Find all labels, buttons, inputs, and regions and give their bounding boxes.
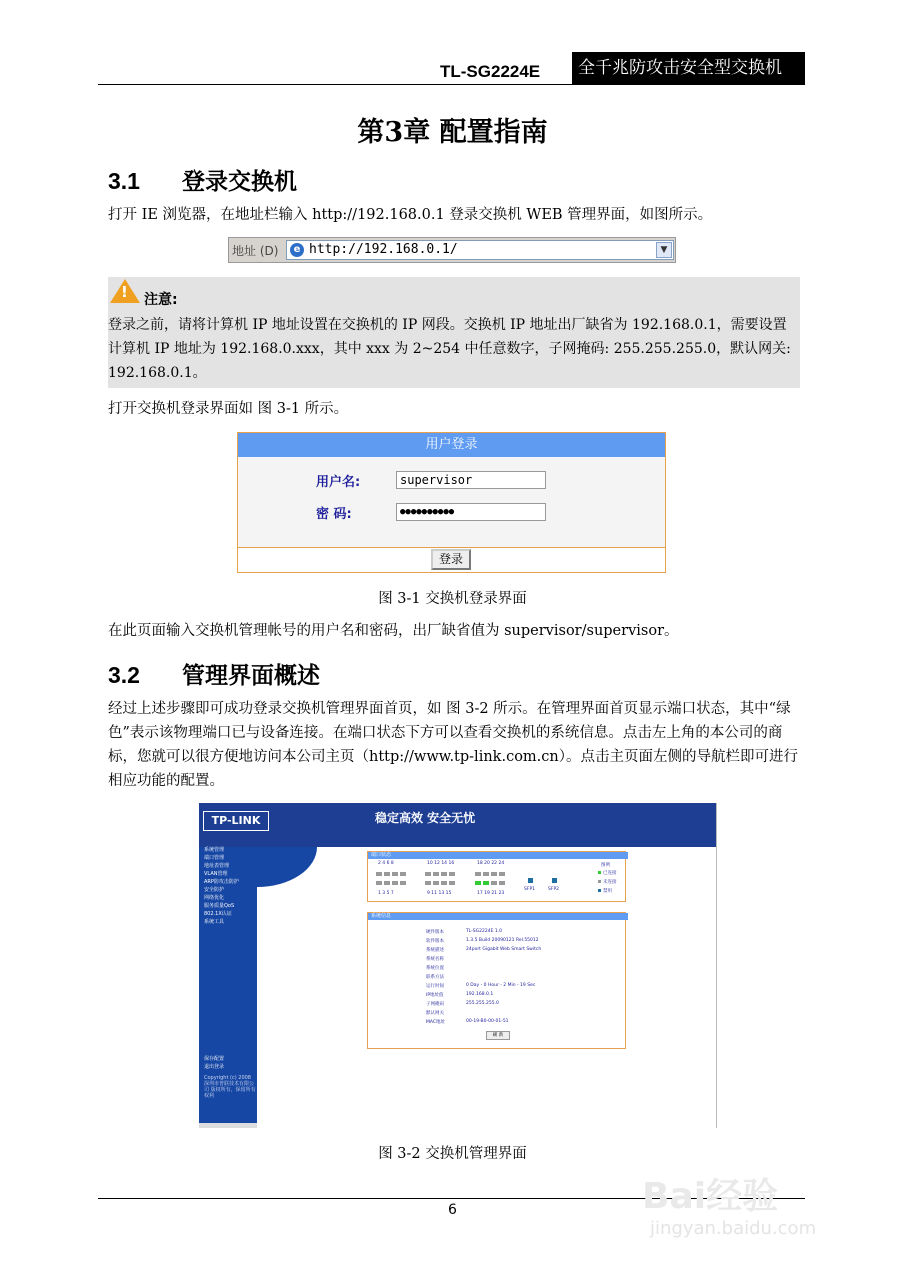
- legend-disabled: 禁用: [603, 889, 612, 894]
- info-key: 硬件版本: [426, 930, 444, 935]
- header-model: TL-SG2224E: [440, 62, 541, 81]
- port-indicator[interactable]: [400, 881, 406, 885]
- port-indicator[interactable]: [441, 881, 447, 885]
- port-indicator[interactable]: [475, 872, 481, 876]
- section-heading-3-1: [108, 163, 297, 196]
- port-indicator[interactable]: [376, 872, 382, 876]
- legend-disconnected: 未连接: [603, 880, 617, 885]
- legend-disconnected-swatch: [598, 880, 601, 883]
- port-indicator[interactable]: [384, 872, 390, 876]
- watermark-logo: Bai经验: [642, 1176, 779, 1217]
- section-title: 登录交换机: [182, 169, 297, 195]
- sidebar-item-address-table[interactable]: 地址表管理: [204, 863, 230, 869]
- paragraph-open-login: 打开交换机登录界面如 图 3-1 所示。: [108, 401, 349, 417]
- login-header: 用户登录: [238, 433, 665, 457]
- port-indicator[interactable]: [433, 881, 439, 885]
- info-key: 系统位置: [426, 966, 444, 971]
- sfp-port-indicator[interactable]: [528, 878, 533, 883]
- sidebar-item-arp[interactable]: ARP防攻击防护: [204, 879, 239, 885]
- logout-link[interactable]: 退出登录: [204, 1064, 225, 1070]
- address-label: 地址 (D): [232, 244, 279, 258]
- sidebar-item-qos[interactable]: 服务质量QoS: [204, 903, 235, 909]
- sidebar-item-ports[interactable]: 端口管理: [204, 855, 225, 861]
- mgmt-banner: [199, 803, 716, 847]
- info-key: 软件版本: [426, 939, 444, 944]
- page-number: 6: [448, 1202, 457, 1218]
- header-divider: [98, 84, 805, 85]
- section-heading-3-2: [108, 657, 320, 690]
- ie-icon: e: [290, 243, 304, 257]
- port-indicator[interactable]: [433, 872, 439, 876]
- figure-3-2-caption: 图 3-2 交换机管理界面: [378, 1146, 527, 1162]
- port-top-numbers: 10 12 14 16: [427, 861, 455, 866]
- paragraph-mgmt-overview: 经过上述步骤即可成功登录交换机管理界面首页，如 图 3-2 所示。在管理界面首页显示端口状态，其中“绿色”表示该物理端口已与设备连接。在端口状态下方可以查看交换机的系统信息。点击左上角的本公司的商标，您就可以很方便地访问本公司主页（http://www.tp-link.com.cn）。点击主页面左侧的导航栏即可进行相应功能的配置。: [108, 701, 798, 789]
- port-bottom-numbers: 1 3 5 7: [378, 891, 394, 896]
- info-key: 联系方法: [426, 975, 444, 980]
- info-key: 系统描述: [426, 948, 444, 953]
- info-key: MAC地址: [426, 1020, 446, 1025]
- sidebar-item-8021x[interactable]: 802.1X认证: [204, 911, 232, 917]
- system-info-panel: [367, 912, 626, 1049]
- port-indicator[interactable]: [441, 872, 447, 876]
- watermark-url: jingyan.baidu.com: [650, 1218, 817, 1239]
- system-info-title: 系统信息: [368, 913, 628, 920]
- paragraph-default-account: 在此页面输入交换机管理帐号的用户名和密码，出厂缺省值为 supervisor/supervisor。: [108, 623, 679, 639]
- login-panel: [237, 432, 666, 573]
- port-indicator[interactable]: [392, 881, 398, 885]
- info-key: 默认网关: [426, 1011, 444, 1016]
- address-bar: [228, 237, 676, 263]
- section-number: 3.2: [108, 662, 140, 688]
- port-top-numbers: 2 4 6 8: [378, 861, 394, 866]
- copyright-text: Copyright (c) 2008 深圳市普联技术有限公司 版权所有，保留所有权利: [204, 1075, 256, 1099]
- sidebar-item-tools[interactable]: 系统工具: [204, 919, 225, 925]
- tp-link-logo[interactable]: TP-LINK: [203, 811, 269, 831]
- port-indicator[interactable]: [392, 872, 398, 876]
- port-indicator[interactable]: [425, 872, 431, 876]
- legend-title: 图例: [601, 863, 610, 868]
- port-indicator[interactable]: [499, 872, 505, 876]
- note-box: [108, 277, 800, 388]
- figure-3-1-caption: 图 3-1 交换机登录界面: [378, 591, 527, 607]
- note-text: 登录之前，请将计算机 IP 地址设置在交换机的 IP 网段。交换机 IP 地址出厂缺省为 192.168.0.1，需要设置计算机 IP 地址为 192.168.0.xxx，其中 xxx 为 2~254 中任意数字，子网掩码: 255.255.255.0，默认网关: 192.168.0.1。: [108, 317, 791, 381]
- info-key: 子网掩码: [426, 1002, 444, 1007]
- port-bottom-numbers: 9 11 13 15: [427, 891, 452, 896]
- port-indicator[interactable]: [491, 881, 497, 885]
- port-indicator-connected[interactable]: [483, 881, 489, 885]
- info-value: 255.255.255.0: [466, 1001, 499, 1006]
- info-value: 1.3.5 Build 20090121 Rel.55012: [466, 938, 539, 943]
- section-number: 3.1: [108, 168, 140, 194]
- sidebar-scrollbar[interactable]: [199, 1123, 257, 1128]
- password-input[interactable]: ●●●●●●●●●●: [396, 503, 546, 521]
- management-screenshot: [199, 803, 717, 1128]
- port-indicator[interactable]: [425, 881, 431, 885]
- refresh-button[interactable]: 刷 新: [486, 1031, 510, 1040]
- info-value: TL-SG2224E 1.0: [466, 929, 503, 934]
- mgmt-sidebar-curve: [257, 847, 317, 887]
- port-indicator[interactable]: [491, 872, 497, 876]
- legend-connected: 已连接: [603, 871, 617, 876]
- paragraph-open-ie: 打开 IE 浏览器，在地址栏输入 http://192.168.0.1 登录交换机 WEB 管理界面，如图所示。: [108, 207, 713, 223]
- info-key: IP地址值: [426, 993, 444, 998]
- address-url: http://192.168.0.1/: [309, 242, 458, 257]
- sidebar-item-vlan[interactable]: VLAN管理: [204, 871, 228, 877]
- sfp1-label: SFP1: [524, 887, 536, 892]
- username-input[interactable]: supervisor: [396, 471, 546, 489]
- port-bottom-numbers: 17 19 21 23: [477, 891, 505, 896]
- warning-icon-mark: !: [121, 283, 128, 301]
- port-indicator[interactable]: [449, 881, 455, 885]
- sfp2-label: SFP2: [548, 887, 560, 892]
- sidebar-item-network[interactable]: 网络优化: [204, 895, 225, 901]
- sidebar-item-security[interactable]: 安全防护: [204, 887, 225, 893]
- port-status-panel: [367, 851, 626, 902]
- legend-connected-swatch: [598, 871, 601, 874]
- port-status-title: 端口状态: [368, 852, 628, 859]
- info-key: 系统名称: [426, 957, 444, 962]
- chevron-down-icon[interactable]: ▼: [656, 242, 672, 258]
- port-indicator[interactable]: [400, 872, 406, 876]
- port-indicator[interactable]: [376, 881, 382, 885]
- port-indicator[interactable]: [483, 872, 489, 876]
- info-value: 192.168.0.1: [466, 992, 494, 997]
- username-label: 用户名:: [316, 475, 361, 490]
- header-product-title: 全千兆防攻击安全型交换机: [572, 52, 805, 85]
- login-button[interactable]: 登录: [431, 549, 471, 570]
- sfp-port-indicator[interactable]: [552, 878, 557, 883]
- save-config-link[interactable]: 保存配置: [204, 1056, 225, 1062]
- mgmt-slogan: 稳定高效 安全无忧: [375, 811, 476, 825]
- section-title: 管理界面概述: [182, 663, 320, 689]
- port-indicator[interactable]: [449, 872, 455, 876]
- login-body: [238, 457, 665, 548]
- port-top-numbers: 18 20 22 24: [477, 861, 505, 866]
- info-value: 24port Gigabit Web Smart Switch: [466, 947, 542, 952]
- info-key: 运行时间: [426, 984, 444, 989]
- info-value: 0 Day - 0 Hour - 2 Min - 19 Sec: [466, 983, 536, 988]
- address-input[interactable]: [286, 240, 674, 260]
- password-label: 密 码:: [316, 507, 352, 522]
- port-indicator[interactable]: [499, 881, 505, 885]
- note-title: 注意:: [144, 292, 178, 308]
- port-indicator-connected[interactable]: [475, 881, 481, 885]
- sidebar-item-system[interactable]: 系统管理: [204, 847, 225, 853]
- info-value: 00-19-B0-00-01-51: [466, 1019, 509, 1024]
- chapter-title: 第3章 配置指南: [357, 117, 548, 148]
- port-indicator[interactable]: [384, 881, 390, 885]
- legend-disabled-swatch: [598, 889, 601, 892]
